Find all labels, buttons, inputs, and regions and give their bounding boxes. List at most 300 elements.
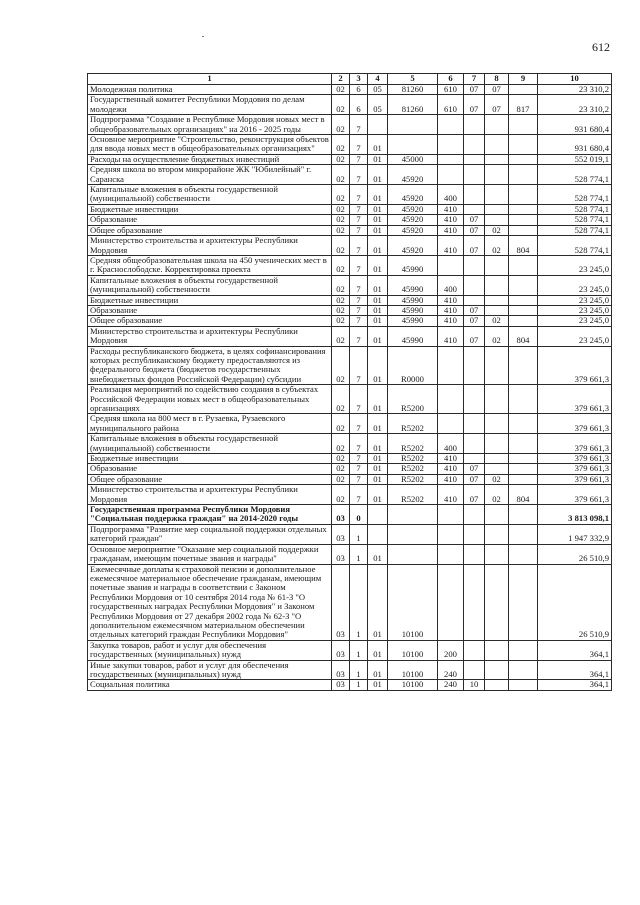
row-code-8 [485,464,509,474]
row-amount: 26 510,9 [538,544,612,564]
row-code-5: 45920 [388,204,438,214]
column-header: 1 [88,74,332,85]
row-code-4: 01 [368,305,388,315]
row-code-3: 7 [350,225,368,235]
row-code-4: 01 [368,660,388,680]
row-code-7 [464,454,485,464]
row-code-3: 7 [350,236,368,256]
row-code-8 [485,505,509,525]
table-row [88,414,612,434]
row-code-6 [438,544,464,564]
row-code-5 [388,505,438,525]
row-code-8 [485,204,509,214]
row-code-5: 81260 [388,95,438,115]
row-description: Общее образование [88,316,332,326]
row-code-4: 01 [368,236,388,256]
row-code-4: 01 [368,225,388,235]
row-code-4: 01 [368,454,388,464]
row-code-6: 200 [438,640,464,660]
row-code-5: 45000 [388,154,438,164]
row-code-3: 7 [350,154,368,164]
row-code-7 [464,295,485,305]
table-row [88,660,612,680]
row-code-7 [464,505,485,525]
row-code-6 [438,255,464,275]
row-code-5: R5202 [388,454,438,464]
row-code-2: 02 [332,434,350,454]
row-code-9 [509,225,538,235]
table-row [88,524,612,544]
row-code-5 [388,524,438,544]
row-code-4: 01 [368,640,388,660]
row-description: Государственная программа Республики Мордовия "Социальная поддержка граждан" на 2014-2020 годы [88,505,332,525]
row-code-7: 07 [464,85,485,95]
row-code-6: 410 [438,305,464,315]
row-code-3: 7 [350,464,368,474]
table-row [88,316,612,326]
row-code-4 [368,115,388,135]
table-row [88,295,612,305]
row-amount: 23 245,0 [538,275,612,295]
row-code-6: 610 [438,85,464,95]
row-code-2: 02 [332,464,350,474]
row-code-5: 45920 [388,225,438,235]
row-code-4 [368,505,388,525]
row-amount: 552 019,1 [538,154,612,164]
row-code-2: 02 [332,115,350,135]
row-amount: 528 774,1 [538,236,612,256]
row-code-5 [388,135,438,155]
row-code-4: 01 [368,165,388,185]
row-code-6: 400 [438,185,464,205]
row-amount: 23 310,2 [538,95,612,115]
row-code-4: 01 [368,385,388,414]
row-amount: 379 661,3 [538,485,612,505]
row-description: Бюджетные инвестиции [88,454,332,464]
row-code-7 [464,154,485,164]
row-code-7 [464,275,485,295]
row-code-2: 03 [332,660,350,680]
row-description: Образование [88,464,332,474]
row-code-5: 81260 [388,85,438,95]
row-code-2: 02 [332,485,350,505]
row-amount: 528 774,1 [538,225,612,235]
row-description: Ежемесячные доплаты к страховой пенсии и дополнительное ежемесячное материальное обеспечение гражданам, имеющим почетные звания и награды в соответствии с Законом Республики Мордовия от 10 сентября 2014 года № 61-З "О государственных наградах Республики Мордовия" и Законом Республики Мордовия от 27 декабря 2002 года № 62-З "О дополнительном ежемесячном материальном обеспечении отдельных категорий граждан Республики Мордовия" [88,564,332,640]
row-amount: 364,1 [538,640,612,660]
row-code-2: 03 [332,680,350,690]
row-code-6: 400 [438,434,464,454]
row-code-2: 03 [332,640,350,660]
row-code-7 [464,385,485,414]
row-code-6: 410 [438,474,464,484]
row-code-7 [464,165,485,185]
row-code-2: 02 [332,185,350,205]
row-code-8 [485,414,509,434]
row-code-3: 7 [350,185,368,205]
row-code-2: 02 [332,346,350,385]
row-amount: 1 947 332,9 [538,524,612,544]
row-code-5: 10100 [388,640,438,660]
row-code-6: 410 [438,485,464,505]
column-header: 3 [350,74,368,85]
row-code-8 [485,564,509,640]
row-code-8 [485,524,509,544]
row-code-8: 07 [485,85,509,95]
row-code-9: 804 [509,485,538,505]
table-row [88,640,612,660]
table-row [88,95,612,115]
row-amount: 931 680,4 [538,135,612,155]
row-description: Капитальные вложения в объекты государственной (муниципальной) собственности [88,434,332,454]
row-code-9 [509,85,538,95]
row-code-6 [438,346,464,385]
row-code-8: 02 [485,236,509,256]
row-description: Государственный комитет Республики Мордовия по делам молодежи [88,95,332,115]
table-row [88,165,612,185]
row-amount: 23 245,0 [538,255,612,275]
row-code-3: 7 [350,454,368,464]
row-code-6 [438,414,464,434]
row-code-5: 45990 [388,255,438,275]
row-code-4: 01 [368,154,388,164]
row-description: Бюджетные инвестиции [88,204,332,214]
row-code-8 [485,135,509,155]
row-code-3: 7 [350,295,368,305]
row-code-3: 7 [350,346,368,385]
row-code-9 [509,185,538,205]
row-code-9 [509,115,538,135]
row-code-3: 7 [350,115,368,135]
row-code-8 [485,660,509,680]
row-code-2: 02 [332,85,350,95]
table-row [88,346,612,385]
row-code-9 [509,295,538,305]
row-code-7 [464,434,485,454]
table-row [88,544,612,564]
row-code-5: 45990 [388,326,438,346]
row-code-6: 410 [438,326,464,346]
row-code-9 [509,434,538,454]
row-code-7: 07 [464,225,485,235]
row-description: Иные закупки товаров, работ и услуг для обеспечения государственных (муниципальных) нужд [88,660,332,680]
row-amount: 379 661,3 [538,474,612,484]
row-code-7 [464,660,485,680]
row-code-3: 1 [350,524,368,544]
row-code-5: 45920 [388,215,438,225]
row-code-8 [485,154,509,164]
row-code-4: 01 [368,414,388,434]
row-code-6 [438,165,464,185]
row-code-5: R5200 [388,385,438,414]
table-row [88,225,612,235]
row-code-5: 45990 [388,295,438,305]
row-description: Основное мероприятие "Строительство, реконструкция объектов для ввода новых мест в общеобразовательных организациях" [88,135,332,155]
row-code-8 [485,305,509,315]
row-code-2: 02 [332,414,350,434]
row-code-9 [509,680,538,690]
row-code-2: 02 [332,295,350,305]
column-header: 7 [464,74,485,85]
row-code-4: 01 [368,474,388,484]
row-code-2: 03 [332,524,350,544]
row-code-3: 0 [350,505,368,525]
row-code-4: 01 [368,346,388,385]
row-code-6 [438,135,464,155]
row-code-9: 817 [509,95,538,115]
row-code-9 [509,660,538,680]
row-code-9 [509,640,538,660]
row-amount: 26 510,9 [538,564,612,640]
row-code-3: 7 [350,385,368,414]
row-code-5: 45990 [388,316,438,326]
row-description: Основное мероприятие "Оказание мер социальной поддержки гражданам, имеющим почетные звания и награды" [88,544,332,564]
row-code-7: 07 [464,95,485,115]
row-code-5: R5202 [388,414,438,434]
row-code-3: 1 [350,564,368,640]
row-code-9 [509,154,538,164]
row-code-3: 7 [350,215,368,225]
row-code-3: 6 [350,95,368,115]
table-row [88,185,612,205]
row-code-3: 7 [350,316,368,326]
row-code-8: 02 [485,326,509,346]
table-row [88,236,612,256]
row-code-7: 07 [464,215,485,225]
row-code-5: 45920 [388,185,438,205]
table-row [88,485,612,505]
row-code-6: 410 [438,215,464,225]
row-code-3: 7 [350,165,368,185]
row-code-4: 01 [368,326,388,346]
row-code-3: 6 [350,85,368,95]
row-code-9 [509,464,538,474]
row-code-4: 01 [368,544,388,564]
row-description: Образование [88,215,332,225]
row-code-5: R0000 [388,346,438,385]
table-row [88,564,612,640]
row-code-3: 1 [350,544,368,564]
row-code-8 [485,165,509,185]
table-row [88,135,612,155]
row-code-4: 01 [368,135,388,155]
row-code-9 [509,204,538,214]
row-code-6 [438,154,464,164]
column-header: 2 [332,74,350,85]
row-code-4: 05 [368,85,388,95]
row-code-9 [509,454,538,464]
row-code-2: 02 [332,316,350,326]
row-code-7 [464,135,485,155]
row-code-5 [388,115,438,135]
row-code-9 [509,524,538,544]
row-amount: 528 774,1 [538,185,612,205]
table-row [88,474,612,484]
table-row [88,204,612,214]
row-amount: 23 245,0 [538,316,612,326]
row-code-9 [509,414,538,434]
row-code-4: 01 [368,316,388,326]
row-code-3: 7 [350,414,368,434]
row-code-6: 410 [438,236,464,256]
row-amount: 379 661,3 [538,414,612,434]
row-code-6: 410 [438,454,464,464]
row-code-8: 02 [485,316,509,326]
row-code-6: 410 [438,225,464,235]
row-code-4: 01 [368,185,388,205]
row-description: Министерство строительства и архитектуры Республики Мордовия [88,485,332,505]
row-code-9 [509,275,538,295]
column-header: 5 [388,74,438,85]
row-code-8: 02 [485,474,509,484]
row-code-9 [509,474,538,484]
row-code-2: 02 [332,95,350,115]
row-code-7: 07 [464,326,485,346]
row-code-7: 10 [464,680,485,690]
row-code-5: 45920 [388,236,438,256]
row-code-9 [509,385,538,414]
table-row [88,680,612,690]
row-code-8 [485,544,509,564]
row-amount: 23 245,0 [538,295,612,305]
row-code-7 [464,255,485,275]
row-code-6: 410 [438,464,464,474]
row-code-4: 01 [368,204,388,214]
row-code-5: 10100 [388,564,438,640]
column-header: 9 [509,74,538,85]
row-amount: 931 680,4 [538,115,612,135]
row-amount: 528 774,1 [538,215,612,225]
table-row [88,434,612,454]
row-description: Средняя школа во втором микрорайоне ЖК "Юбилейный" г. Саранска [88,165,332,185]
row-code-3: 7 [350,474,368,484]
row-code-6: 400 [438,275,464,295]
row-code-2: 02 [332,326,350,346]
row-code-4: 01 [368,295,388,305]
row-code-9 [509,255,538,275]
table-row [88,85,612,95]
row-code-3: 7 [350,305,368,315]
row-code-3: 7 [350,135,368,155]
table-row [88,385,612,414]
row-description: Средняя школа на 800 мест в г. Рузаевка, Рузаевского муниципального района [88,414,332,434]
row-code-8 [485,434,509,454]
column-header: 6 [438,74,464,85]
row-code-2: 03 [332,544,350,564]
row-code-8: 07 [485,95,509,115]
row-amount: 23 310,2 [538,85,612,95]
row-code-7: 07 [464,316,485,326]
row-code-7 [464,564,485,640]
table-body [88,85,612,691]
row-code-3: 7 [350,434,368,454]
row-code-7: 07 [464,236,485,256]
row-amount: 379 661,3 [538,385,612,414]
row-code-3: 7 [350,255,368,275]
row-code-8 [485,115,509,135]
row-code-5: R5202 [388,434,438,454]
row-code-3: 1 [350,660,368,680]
row-amount: 528 774,1 [538,165,612,185]
table-row [88,505,612,525]
row-code-8 [485,295,509,305]
page-number: 612 [592,40,610,54]
table-row [88,464,612,474]
row-code-5: R5202 [388,485,438,505]
row-code-6 [438,564,464,640]
row-code-7 [464,346,485,385]
row-amount: 23 245,0 [538,326,612,346]
row-code-4: 01 [368,680,388,690]
row-code-8 [485,385,509,414]
row-code-4: 01 [368,215,388,225]
row-code-7: 07 [464,474,485,484]
row-description: Бюджетные инвестиции [88,295,332,305]
row-code-6: 410 [438,204,464,214]
row-code-7 [464,115,485,135]
row-code-6 [438,524,464,544]
row-description: Средняя общеобразовательная школа на 450 ученических мест в г. Краснослободске. Корректировка проекта [88,255,332,275]
row-code-8 [485,640,509,660]
row-amount: 379 661,3 [538,346,612,385]
row-code-8 [485,454,509,464]
scan-speck [202,36,204,37]
row-code-4: 05 [368,95,388,115]
row-description: Министерство строительства и архитектуры Республики Мордовия [88,326,332,346]
row-code-5: R5202 [388,474,438,484]
row-code-7 [464,204,485,214]
row-code-8 [485,255,509,275]
row-code-2: 02 [332,385,350,414]
row-code-9 [509,305,538,315]
column-header: 4 [368,74,388,85]
row-code-4: 01 [368,564,388,640]
row-code-3: 7 [350,204,368,214]
row-amount: 3 813 098,1 [538,505,612,525]
row-code-2: 02 [332,135,350,155]
row-code-2: 02 [332,165,350,185]
row-code-7 [464,544,485,564]
row-code-2: 02 [332,275,350,295]
column-header: 10 [538,74,612,85]
row-code-5: 45990 [388,275,438,295]
row-code-2: 02 [332,305,350,315]
row-code-9 [509,316,538,326]
row-code-9 [509,564,538,640]
row-description: Закупка товаров, работ и услуг для обеспечения государственных (муниципальных) нужд [88,640,332,660]
row-code-6: 610 [438,95,464,115]
row-code-8 [485,346,509,385]
row-code-5 [388,544,438,564]
row-code-8: 02 [485,485,509,505]
row-code-2: 02 [332,154,350,164]
row-description: Подпрограмма "Создание в Республике Мордовия новых мест в общеобразовательных организациях" на 2016 - 2025 годы [88,115,332,135]
row-code-9: 804 [509,236,538,256]
row-code-9 [509,215,538,225]
table-header-row [88,74,612,85]
row-code-3: 1 [350,680,368,690]
row-description: Молодежная политика [88,85,332,95]
table-row [88,275,612,295]
row-code-4: 01 [368,255,388,275]
row-amount: 379 661,3 [538,464,612,474]
row-description: Капитальные вложения в объекты государственной (муниципальной) собственности [88,275,332,295]
row-amount: 379 661,3 [538,434,612,454]
row-code-9 [509,135,538,155]
row-code-9 [509,505,538,525]
row-description: Образование [88,305,332,315]
row-description: Общее образование [88,225,332,235]
row-code-6: 240 [438,680,464,690]
